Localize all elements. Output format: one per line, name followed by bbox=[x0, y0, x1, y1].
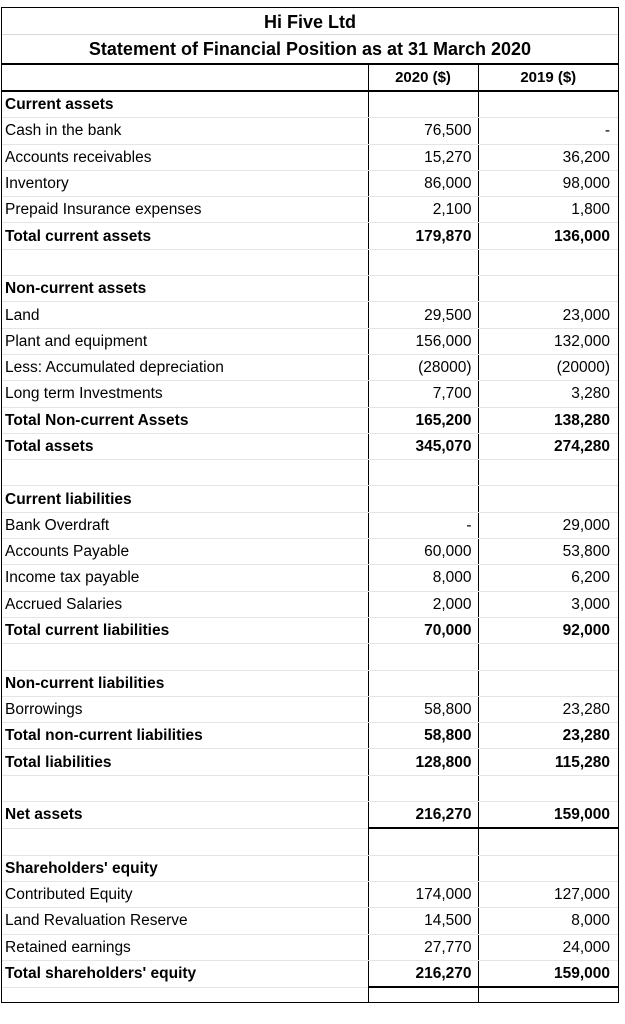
table-row bbox=[2, 565, 618, 591]
table-row bbox=[2, 908, 618, 934]
row-label: Prepaid Insurance expenses bbox=[2, 197, 368, 223]
value-2019: 3,280 bbox=[478, 381, 618, 407]
row-label: Plant and equipment bbox=[2, 328, 368, 354]
row-label: Current liabilities bbox=[2, 486, 368, 512]
value-2019: 3,000 bbox=[478, 591, 618, 617]
value-2020: 27,770 bbox=[368, 934, 478, 960]
value-2020 bbox=[368, 670, 478, 696]
value-2020 bbox=[368, 486, 478, 512]
value-2020 bbox=[368, 644, 478, 670]
value-2019: 23,000 bbox=[478, 302, 618, 328]
value-2019: 138,280 bbox=[478, 407, 618, 433]
row-label: Income tax payable bbox=[2, 565, 368, 591]
value-2019 bbox=[478, 670, 618, 696]
value-2020 bbox=[368, 775, 478, 801]
row-label: Less: Accumulated depreciation bbox=[2, 354, 368, 380]
value-2019 bbox=[478, 460, 618, 486]
value-2019 bbox=[478, 855, 618, 881]
table-row bbox=[2, 170, 618, 196]
value-2020: 8,000 bbox=[368, 565, 478, 591]
value-2019 bbox=[478, 486, 618, 512]
value-2020: 345,070 bbox=[368, 433, 478, 459]
value-2019: 23,280 bbox=[478, 723, 618, 749]
table-row bbox=[2, 960, 618, 987]
financial-statement-sheet bbox=[1, 7, 619, 1003]
value-2020: 58,800 bbox=[368, 696, 478, 722]
value-2020 bbox=[368, 460, 478, 486]
row-label: Total current liabilities bbox=[2, 617, 368, 643]
table-row bbox=[2, 539, 618, 565]
value-2020: 165,200 bbox=[368, 407, 478, 433]
value-2019: 159,000 bbox=[478, 802, 618, 829]
spacer-row bbox=[2, 775, 618, 801]
table-row bbox=[2, 696, 618, 722]
column-header-2019: 2019 ($) bbox=[478, 65, 618, 91]
spacer-row bbox=[2, 460, 618, 486]
value-2019 bbox=[478, 276, 618, 302]
row-label: Contributed Equity bbox=[2, 881, 368, 907]
row-label: Accounts Payable bbox=[2, 539, 368, 565]
value-2019: 98,000 bbox=[478, 170, 618, 196]
row-label: Inventory bbox=[2, 170, 368, 196]
value-2020: 15,270 bbox=[368, 144, 478, 170]
value-2019: 53,800 bbox=[478, 539, 618, 565]
row-label: Land Revaluation Reserve bbox=[2, 908, 368, 934]
value-2019: 159,000 bbox=[478, 960, 618, 987]
row-label: Bank Overdraft bbox=[2, 512, 368, 538]
table-row bbox=[2, 144, 618, 170]
table-row bbox=[2, 749, 618, 775]
value-2020: - bbox=[368, 512, 478, 538]
value-2020: 76,500 bbox=[368, 118, 478, 144]
value-2020 bbox=[368, 987, 478, 1002]
spacer-row bbox=[2, 987, 618, 1002]
value-2020 bbox=[368, 91, 478, 118]
value-2019: 36,200 bbox=[478, 144, 618, 170]
value-2020: 216,270 bbox=[368, 960, 478, 987]
row-label bbox=[2, 775, 368, 801]
value-2020: 60,000 bbox=[368, 539, 478, 565]
value-2020 bbox=[368, 828, 478, 855]
value-2020: 86,000 bbox=[368, 170, 478, 196]
value-2020: 14,500 bbox=[368, 908, 478, 934]
value-2019: 1,800 bbox=[478, 197, 618, 223]
table-row bbox=[2, 302, 618, 328]
table-row bbox=[2, 407, 618, 433]
row-label bbox=[2, 828, 368, 855]
value-2020: 7,700 bbox=[368, 381, 478, 407]
column-header-row bbox=[2, 65, 618, 91]
spacer-row bbox=[2, 828, 618, 855]
row-label: Non-current assets bbox=[2, 276, 368, 302]
table-row bbox=[2, 934, 618, 960]
value-2020: (28000) bbox=[368, 354, 478, 380]
row-label: Borrowings bbox=[2, 696, 368, 722]
value-2020: 156,000 bbox=[368, 328, 478, 354]
value-2019: 274,280 bbox=[478, 433, 618, 459]
value-2019: 132,000 bbox=[478, 328, 618, 354]
row-label: Cash in the bank bbox=[2, 118, 368, 144]
value-2020: 179,870 bbox=[368, 223, 478, 249]
table-row bbox=[2, 802, 618, 829]
table-row bbox=[2, 881, 618, 907]
table-row bbox=[2, 197, 618, 223]
column-header-2020: 2020 ($) bbox=[368, 65, 478, 91]
table-row bbox=[2, 617, 618, 643]
row-label: Retained earnings bbox=[2, 934, 368, 960]
value-2019: 29,000 bbox=[478, 512, 618, 538]
value-2019 bbox=[478, 91, 618, 118]
table-row bbox=[2, 354, 618, 380]
row-label: Long term Investments bbox=[2, 381, 368, 407]
table-row bbox=[2, 91, 618, 118]
value-2020: 70,000 bbox=[368, 617, 478, 643]
value-2019: (20000) bbox=[478, 354, 618, 380]
value-2019: - bbox=[478, 118, 618, 144]
row-label: Total current assets bbox=[2, 223, 368, 249]
table-row bbox=[2, 486, 618, 512]
value-2019 bbox=[478, 775, 618, 801]
value-2019 bbox=[478, 644, 618, 670]
value-2020 bbox=[368, 249, 478, 275]
company-name: Hi Five Ltd bbox=[2, 8, 618, 35]
value-2020 bbox=[368, 276, 478, 302]
table-row bbox=[2, 381, 618, 407]
value-2019: 136,000 bbox=[478, 223, 618, 249]
value-2020: 174,000 bbox=[368, 881, 478, 907]
value-2019 bbox=[478, 828, 618, 855]
table-row bbox=[2, 223, 618, 249]
value-2019: 127,000 bbox=[478, 881, 618, 907]
value-2019: 8,000 bbox=[478, 908, 618, 934]
table-row bbox=[2, 855, 618, 881]
value-2020: 58,800 bbox=[368, 723, 478, 749]
row-label: Total shareholders' equity bbox=[2, 960, 368, 987]
value-2019: 24,000 bbox=[478, 934, 618, 960]
value-2020: 2,000 bbox=[368, 591, 478, 617]
row-label: Total assets bbox=[2, 433, 368, 459]
value-2019: 92,000 bbox=[478, 617, 618, 643]
row-label: Shareholders' equity bbox=[2, 855, 368, 881]
row-label: Accrued Salaries bbox=[2, 591, 368, 617]
row-label bbox=[2, 644, 368, 670]
row-label: Land bbox=[2, 302, 368, 328]
table-row bbox=[2, 433, 618, 459]
row-label bbox=[2, 249, 368, 275]
value-2020: 128,800 bbox=[368, 749, 478, 775]
value-2019: 6,200 bbox=[478, 565, 618, 591]
row-label: Total Non-current Assets bbox=[2, 407, 368, 433]
row-label: Total non-current liabilities bbox=[2, 723, 368, 749]
row-label: Accounts receivables bbox=[2, 144, 368, 170]
table-row bbox=[2, 670, 618, 696]
row-label: Current assets bbox=[2, 91, 368, 118]
table-row bbox=[2, 591, 618, 617]
table-row bbox=[2, 328, 618, 354]
value-2020: 2,100 bbox=[368, 197, 478, 223]
row-label bbox=[2, 987, 368, 1002]
value-2019 bbox=[478, 249, 618, 275]
value-2020 bbox=[368, 855, 478, 881]
value-2019 bbox=[478, 987, 618, 1002]
value-2019: 115,280 bbox=[478, 749, 618, 775]
row-label: Non-current liabilities bbox=[2, 670, 368, 696]
row-label: Total liabilities bbox=[2, 749, 368, 775]
spacer-row bbox=[2, 249, 618, 275]
table-row bbox=[2, 512, 618, 538]
statement-title: Statement of Financial Position as at 31 March 2020 bbox=[2, 35, 618, 65]
value-2019: 23,280 bbox=[478, 696, 618, 722]
header-label-cell bbox=[2, 65, 368, 91]
table-row bbox=[2, 723, 618, 749]
value-2020: 29,500 bbox=[368, 302, 478, 328]
statement-table bbox=[2, 65, 618, 1002]
row-label bbox=[2, 460, 368, 486]
row-label: Net assets bbox=[2, 802, 368, 829]
value-2020: 216,270 bbox=[368, 802, 478, 829]
table-row bbox=[2, 118, 618, 144]
table-row bbox=[2, 276, 618, 302]
spacer-row bbox=[2, 644, 618, 670]
